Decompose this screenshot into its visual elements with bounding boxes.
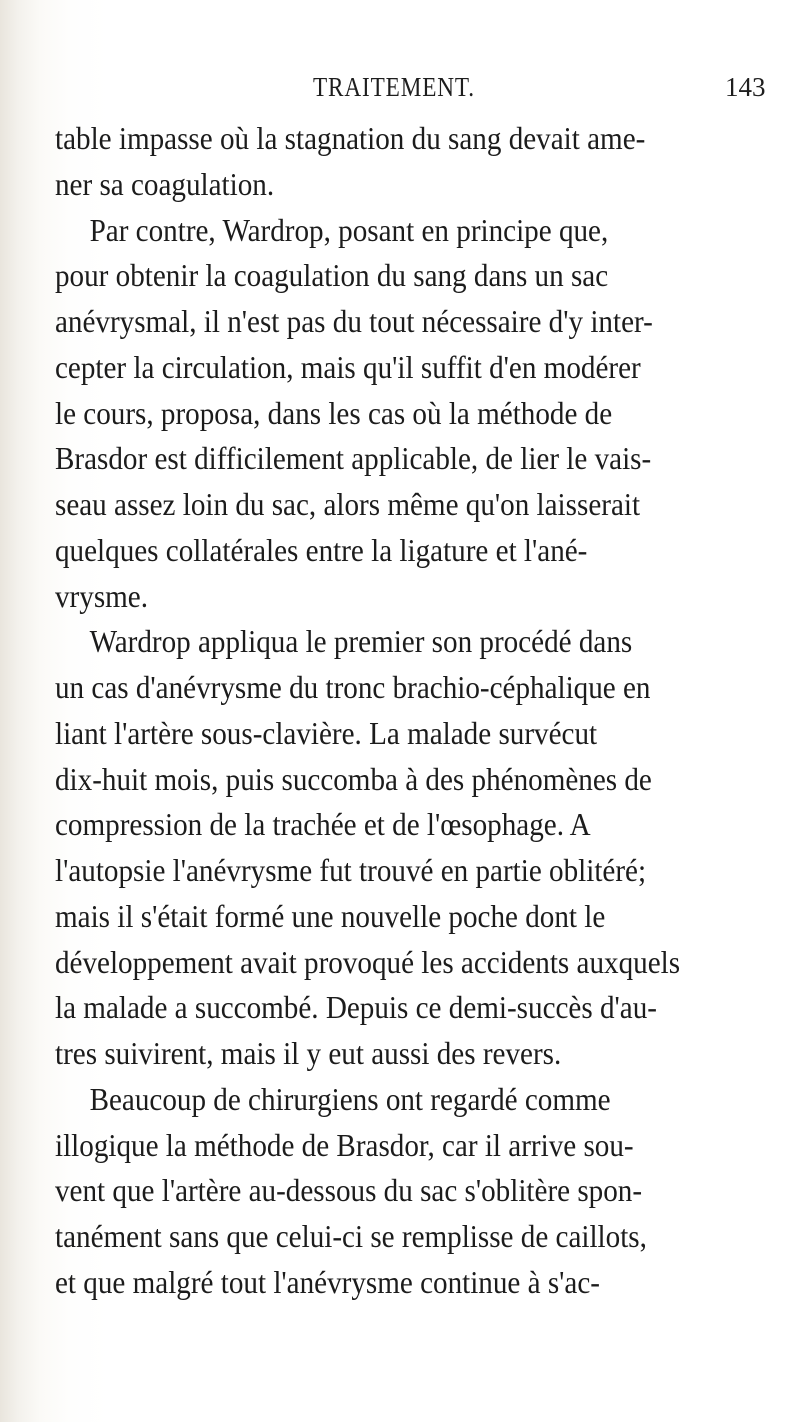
text-line: table impasse où la stagnation du sang devait ame- xyxy=(55,120,646,156)
text-line: tres suivirent, mais il y eut aussi des revers. xyxy=(55,1035,562,1071)
text-line: l'autopsie l'anévrysme fut trouvé en partie oblitéré; xyxy=(55,852,647,888)
text-line: pour obtenir la coagulation du sang dans un sac xyxy=(55,257,609,294)
text-line: développement avait provoqué les accidents auxquels xyxy=(55,943,681,980)
text-line: anévrysmal, il n'est pas du tout nécessaire d'y inter- xyxy=(55,303,653,339)
text-line: vent que l'artère au-dessous du sac s'oblitère spon- xyxy=(55,1172,643,1209)
running-title: TRAITEMENT. xyxy=(313,72,475,102)
text-line: compression de la trachée et de l'œsophage. A xyxy=(55,806,591,843)
text-line: la malade a succombé. Depuis ce demi-succès d'au- xyxy=(55,989,657,1026)
text-line: vrysme. xyxy=(55,577,149,614)
text-line: seau assez loin du sac, alors même qu'on laisserait xyxy=(55,486,641,522)
text-line: et que malgré tout l'anévrysme continue à s'ac- xyxy=(55,1263,600,1300)
body-text xyxy=(55,116,800,1306)
text-line: cepter la circulation, mais qu'il suffit d'en modérer xyxy=(55,348,641,385)
text-line: liant l'artère sous-clavière. La malade survécut xyxy=(55,714,598,751)
text-line: Brasdor est difficilement applicable, de lier le vais- xyxy=(55,440,652,477)
page-number: 143 xyxy=(725,72,766,102)
text-line: Wardrop appliqua le premier son procédé dans xyxy=(89,623,633,660)
text-line: ner sa coagulation. xyxy=(55,165,275,202)
text-line: tanément sans que celui-ci se remplisse de caillots, xyxy=(55,1218,647,1254)
text-line: le cours, proposa, dans les cas où la méthode de xyxy=(55,394,613,431)
page-header xyxy=(0,72,800,112)
text-line: dix-huit mois, puis succomba à des phénomènes de xyxy=(55,760,652,797)
text-line: illogique la méthode de Brasdor, car il arrive sou- xyxy=(55,1126,634,1163)
text-line: quelques collatérales entre la ligature et l'ané- xyxy=(55,531,588,568)
text-line: mais il s'était formé une nouvelle poche dont le xyxy=(55,897,606,934)
text-line: un cas d'anévrysme du tronc brachio-céphalique en xyxy=(55,669,651,705)
text-line: Par contre, Wardrop, posant en principe que, xyxy=(89,211,609,248)
text-line: Beaucoup de chirurgiens ont regardé comme xyxy=(89,1080,611,1117)
